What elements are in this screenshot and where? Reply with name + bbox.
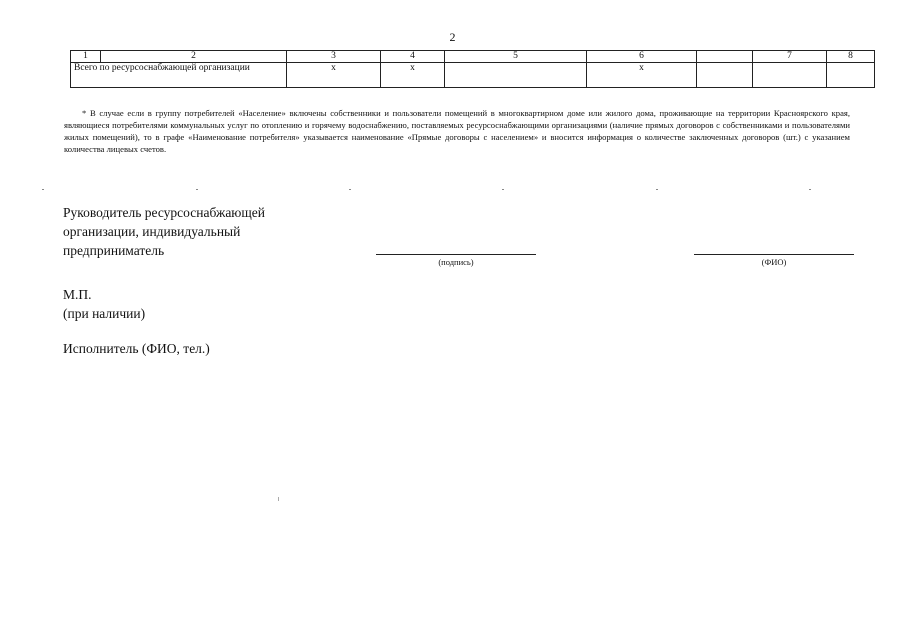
column-number: 3 (287, 51, 381, 63)
total-row (71, 63, 875, 88)
column-number: 1 (71, 51, 101, 63)
column-number: 5 (445, 51, 587, 63)
table-cell (827, 63, 875, 88)
signatory-role-line: Руководитель ресурсоснабжающей (63, 205, 266, 220)
signature-caption: (подпись) (438, 257, 474, 267)
column-number: 8 (827, 51, 875, 63)
column-number: 7 (753, 51, 827, 63)
table-cell (697, 63, 753, 88)
signature-line (376, 254, 536, 255)
footnote: * В случае если в группу потребителей «Население» включены собственники и пользователи помещений в многоквартирном доме или жилого дома, проживающие на территории Красноярского края, являющиеся потребителями коммунальных услуг по отоплению и горячему водоснабжению, поставляемых ресурсоснабжающими организациями (наличие прямых договоров с собственниками и пользователями жилых помещений), то в графе «Наименование потребителя» указывается наименование «Прямые договоры с населением» и вносится информация о количестве заключенных договоров (шт.) с указанием количества лицевых счетов. (64, 108, 850, 154)
stamp-label: М.П. (63, 287, 92, 302)
table-cell (445, 63, 587, 88)
executor-label: Исполнитель (ФИО, тел.) (63, 341, 210, 356)
full-name-line (694, 254, 854, 255)
signatory-role (63, 203, 265, 260)
stamp-note: (при наличии) (63, 306, 146, 321)
table-cell: x (587, 63, 697, 88)
total-row-label: Всего по ресурсоснабжающей организации (71, 63, 287, 88)
column-number: 6 (587, 51, 697, 63)
stamp-block (63, 285, 145, 323)
summary-table (70, 50, 875, 88)
column-number: 2 (101, 51, 287, 63)
page-number: 2 (449, 30, 456, 44)
table-cell (753, 63, 827, 88)
table-cell: x (287, 63, 381, 88)
signatory-role-line: предприниматель (63, 243, 165, 258)
table-cell: x (381, 63, 445, 88)
full-name-caption: (ФИО) (761, 257, 787, 267)
scan-speck (278, 497, 279, 501)
column-number: 4 (381, 51, 445, 63)
column-number (697, 51, 753, 63)
column-number-row (71, 51, 875, 63)
signatory-role-line: организации, индивидуальный (63, 224, 241, 239)
